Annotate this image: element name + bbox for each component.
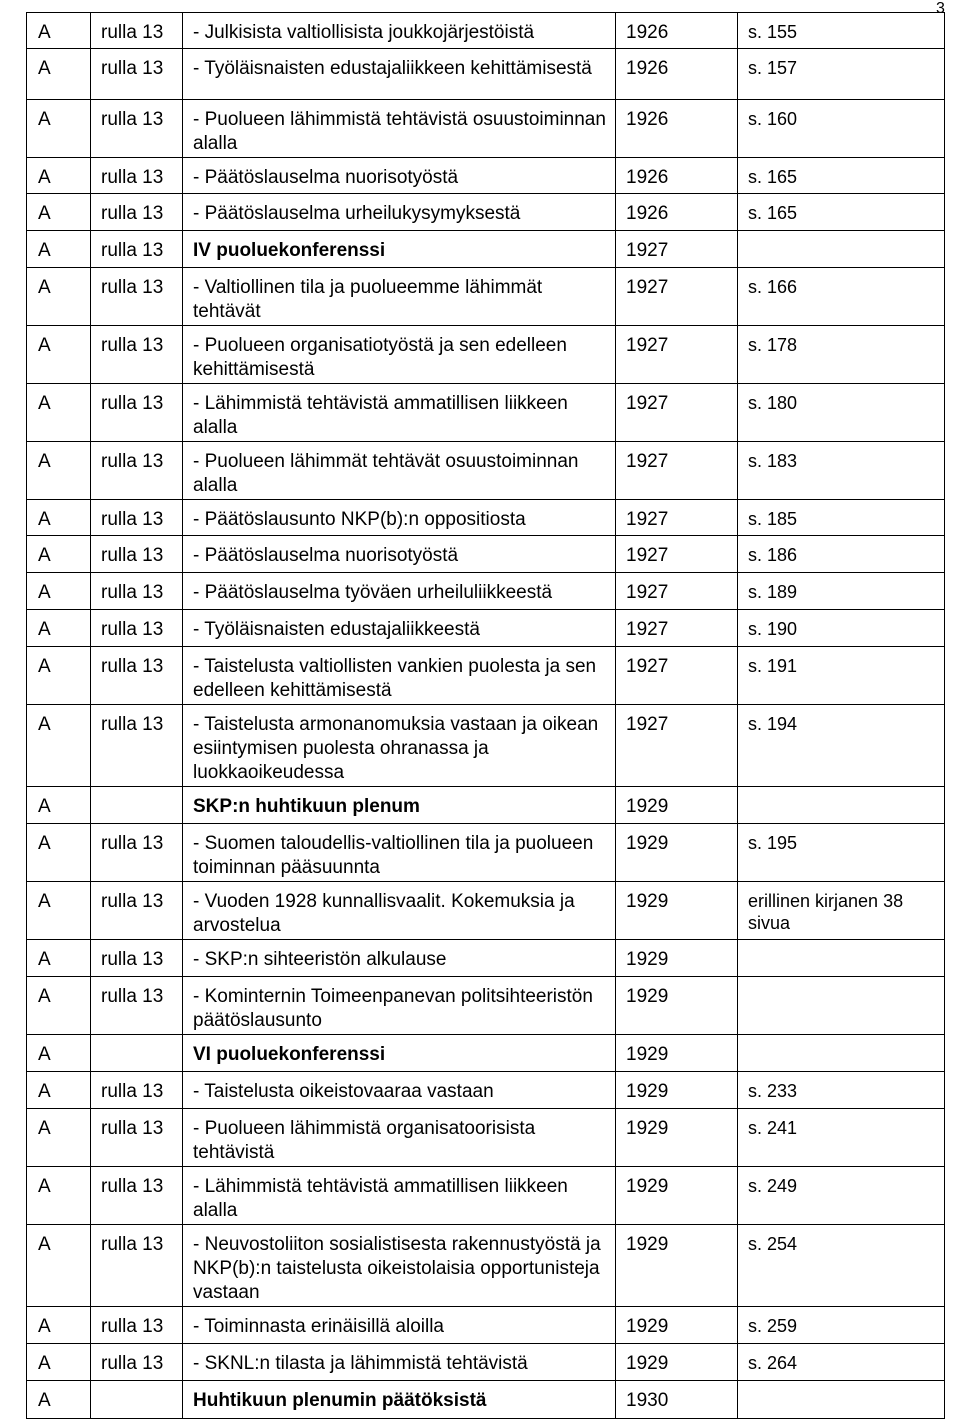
- cell-roll: rulla 13: [91, 824, 183, 882]
- cell-title: - Kominternin Toimeenpanevan politsihteeristön päätöslausunto: [183, 977, 616, 1035]
- cell-year: 1926: [616, 49, 738, 100]
- cell-reference: [738, 940, 945, 977]
- cell-roll: rulla 13: [91, 500, 183, 536]
- cell-category: A: [27, 158, 91, 194]
- cell-roll: rulla 13: [91, 1072, 183, 1109]
- cell-category: A: [27, 882, 91, 940]
- cell-category: A: [27, 647, 91, 705]
- cell-roll: rulla 13: [91, 268, 183, 326]
- cell-year: 1929: [616, 1072, 738, 1109]
- cell-reference: [738, 231, 945, 268]
- table-row: [27, 824, 945, 882]
- cell-title: - Valtiollinen tila ja puolueemme lähimmät tehtävät: [183, 268, 616, 326]
- cell-roll: rulla 13: [91, 977, 183, 1035]
- cell-year: 1927: [616, 536, 738, 573]
- cell-category: A: [27, 13, 91, 49]
- cell-reference: s. 191: [738, 647, 945, 705]
- cell-title: - Päätöslauselma nuorisotyöstä: [183, 158, 616, 194]
- cell-category: A: [27, 610, 91, 647]
- cell-roll: rulla 13: [91, 13, 183, 49]
- cell-category: A: [27, 442, 91, 500]
- cell-category: A: [27, 977, 91, 1035]
- cell-title: - Suomen taloudellis-valtiollinen tila ja puolueen toiminnan pääsuunnta: [183, 824, 616, 882]
- cell-category: A: [27, 940, 91, 977]
- cell-reference: s. 190: [738, 610, 945, 647]
- cell-roll: rulla 13: [91, 384, 183, 442]
- cell-category: A: [27, 536, 91, 573]
- table-row: [27, 536, 945, 573]
- cell-reference: s. 189: [738, 573, 945, 610]
- cell-year: 1927: [616, 384, 738, 442]
- cell-category: A: [27, 268, 91, 326]
- cell-title: - Neuvostoliiton sosialistisesta rakennustyöstä ja NKP(b):n taistelusta oikeistolaisia opportunisteja vastaan: [183, 1225, 616, 1307]
- table-row: [27, 882, 945, 940]
- cell-title: - Päätöslausunto NKP(b):n oppositiosta: [183, 500, 616, 536]
- cell-roll: rulla 13: [91, 1344, 183, 1381]
- cell-year: 1929: [616, 1225, 738, 1307]
- table-row: [27, 1344, 945, 1381]
- cell-year: 1927: [616, 231, 738, 268]
- cell-category: A: [27, 194, 91, 231]
- cell-roll: rulla 13: [91, 705, 183, 787]
- table-row: [27, 1109, 945, 1167]
- table-row: [27, 705, 945, 787]
- cell-category: A: [27, 49, 91, 100]
- cell-year: 1927: [616, 268, 738, 326]
- cell-year: 1929: [616, 1167, 738, 1225]
- cell-title: - SKNL:n tilasta ja lähimmistä tehtävistä: [183, 1344, 616, 1381]
- cell-reference: s. 194: [738, 705, 945, 787]
- cell-year: 1930: [616, 1381, 738, 1419]
- cell-year: 1927: [616, 326, 738, 384]
- cell-category: A: [27, 1381, 91, 1419]
- cell-roll: [91, 1381, 183, 1419]
- cell-roll: rulla 13: [91, 940, 183, 977]
- cell-roll: [91, 1035, 183, 1072]
- cell-roll: rulla 13: [91, 326, 183, 384]
- cell-title: - Toiminnasta erinäisillä aloilla: [183, 1307, 616, 1344]
- cell-title: - Julkisista valtiollisista joukkojärjestöistä: [183, 13, 616, 49]
- table-row: [27, 442, 945, 500]
- cell-title: SKP:n huhtikuun plenum: [183, 787, 616, 824]
- cell-year: 1927: [616, 500, 738, 536]
- cell-title: - Päätöslauselma työväen urheiluliikkeestä: [183, 573, 616, 610]
- cell-reference: s. 233: [738, 1072, 945, 1109]
- cell-year: 1929: [616, 1344, 738, 1381]
- cell-title: - SKP:n sihteeristön alkulause: [183, 940, 616, 977]
- cell-roll: rulla 13: [91, 231, 183, 268]
- cell-year: 1927: [616, 442, 738, 500]
- cell-category: A: [27, 100, 91, 158]
- cell-category: A: [27, 384, 91, 442]
- cell-category: A: [27, 787, 91, 824]
- table-row: [27, 194, 945, 231]
- table-row: [27, 13, 945, 49]
- cell-reference: s. 157: [738, 49, 945, 100]
- cell-roll: rulla 13: [91, 573, 183, 610]
- cell-title: VI puoluekonferenssi: [183, 1035, 616, 1072]
- cell-reference: s. 183: [738, 442, 945, 500]
- cell-year: 1929: [616, 940, 738, 977]
- cell-title: - Puolueen organisatiotyöstä ja sen edelleen kehittämisestä: [183, 326, 616, 384]
- table-row: [27, 500, 945, 536]
- cell-title: - Taistelusta oikeistovaaraa vastaan: [183, 1072, 616, 1109]
- cell-roll: rulla 13: [91, 1307, 183, 1344]
- cell-roll: rulla 13: [91, 610, 183, 647]
- table-row: [27, 977, 945, 1035]
- cell-category: A: [27, 1225, 91, 1307]
- table-row: [27, 1167, 945, 1225]
- cell-year: 1927: [616, 573, 738, 610]
- cell-category: A: [27, 824, 91, 882]
- cell-category: A: [27, 705, 91, 787]
- cell-year: 1927: [616, 610, 738, 647]
- cell-year: 1926: [616, 100, 738, 158]
- cell-reference: s. 254: [738, 1225, 945, 1307]
- cell-category: A: [27, 1307, 91, 1344]
- cell-category: A: [27, 1109, 91, 1167]
- cell-year: 1926: [616, 13, 738, 49]
- cell-reference: s. 160: [738, 100, 945, 158]
- cell-year: 1929: [616, 1109, 738, 1167]
- cell-title: - Taistelusta armonanomuksia vastaan ja oikean esiintymisen puolesta ohranassa ja luokkaoikeudessa: [183, 705, 616, 787]
- cell-roll: rulla 13: [91, 1109, 183, 1167]
- cell-title: - Taistelusta valtiollisten vankien puolesta ja sen edelleen kehittämisestä: [183, 647, 616, 705]
- cell-reference: [738, 1035, 945, 1072]
- table-row: [27, 326, 945, 384]
- cell-reference: s. 165: [738, 194, 945, 231]
- cell-category: A: [27, 500, 91, 536]
- cell-reference: s. 249: [738, 1167, 945, 1225]
- page-number: 3: [936, 0, 945, 17]
- cell-reference: s. 165: [738, 158, 945, 194]
- table-row: [27, 647, 945, 705]
- table-row: [27, 1381, 945, 1419]
- cell-title: - Päätöslauselma urheilukysymyksestä: [183, 194, 616, 231]
- cell-title: IV puoluekonferenssi: [183, 231, 616, 268]
- cell-roll: rulla 13: [91, 49, 183, 100]
- cell-year: 1927: [616, 647, 738, 705]
- cell-title: - Puolueen lähimmistä organisatoorisista tehtävistä: [183, 1109, 616, 1167]
- archive-index-table: [26, 12, 945, 1419]
- table-row: [27, 940, 945, 977]
- table-row: [27, 1072, 945, 1109]
- cell-reference: s. 166: [738, 268, 945, 326]
- cell-reference: s. 180: [738, 384, 945, 442]
- table-row: [27, 158, 945, 194]
- cell-roll: rulla 13: [91, 536, 183, 573]
- table-row: [27, 100, 945, 158]
- table-row: [27, 268, 945, 326]
- cell-reference: s. 155: [738, 13, 945, 49]
- table-row: [27, 49, 945, 100]
- cell-roll: rulla 13: [91, 882, 183, 940]
- cell-reference: s. 185: [738, 500, 945, 536]
- cell-reference: [738, 1381, 945, 1419]
- table-row: [27, 1035, 945, 1072]
- cell-reference: s. 195: [738, 824, 945, 882]
- cell-title: - Puolueen lähimmistä tehtävistä osuustoiminnan alalla: [183, 100, 616, 158]
- table-row: [27, 787, 945, 824]
- cell-year: 1927: [616, 705, 738, 787]
- cell-category: A: [27, 1072, 91, 1109]
- cell-year: 1929: [616, 787, 738, 824]
- cell-category: A: [27, 573, 91, 610]
- cell-reference: s. 264: [738, 1344, 945, 1381]
- cell-year: 1929: [616, 824, 738, 882]
- cell-reference: [738, 787, 945, 824]
- cell-reference: erillinen kirjanen 38 sivua: [738, 882, 945, 940]
- table-row: [27, 231, 945, 268]
- table-row: [27, 1307, 945, 1344]
- cell-title: - Työläisnaisten edustajaliikkeestä: [183, 610, 616, 647]
- table-row: [27, 384, 945, 442]
- cell-roll: rulla 13: [91, 158, 183, 194]
- cell-title: - Päätöslauselma nuorisotyöstä: [183, 536, 616, 573]
- table-row: [27, 610, 945, 647]
- cell-reference: s. 241: [738, 1109, 945, 1167]
- cell-title: - Vuoden 1928 kunnallisvaalit. Kokemuksia ja arvostelua: [183, 882, 616, 940]
- cell-reference: s. 259: [738, 1307, 945, 1344]
- cell-title: - Lähimmistä tehtävistä ammatillisen liikkeen alalla: [183, 384, 616, 442]
- cell-roll: [91, 787, 183, 824]
- cell-year: 1929: [616, 882, 738, 940]
- cell-reference: s. 178: [738, 326, 945, 384]
- cell-title: - Työläisnaisten edustajaliikkeen kehittämisestä: [183, 49, 616, 100]
- cell-roll: rulla 13: [91, 1225, 183, 1307]
- table-row: [27, 1225, 945, 1307]
- cell-roll: rulla 13: [91, 442, 183, 500]
- cell-year: 1926: [616, 158, 738, 194]
- cell-title: Huhtikuun plenumin päätöksistä: [183, 1381, 616, 1419]
- cell-category: A: [27, 326, 91, 384]
- cell-roll: rulla 13: [91, 100, 183, 158]
- cell-roll: rulla 13: [91, 647, 183, 705]
- cell-category: A: [27, 1167, 91, 1225]
- cell-title: - Puolueen lähimmät tehtävät osuustoiminnan alalla: [183, 442, 616, 500]
- cell-reference: s. 186: [738, 536, 945, 573]
- cell-roll: rulla 13: [91, 1167, 183, 1225]
- cell-year: 1929: [616, 977, 738, 1035]
- cell-category: A: [27, 1344, 91, 1381]
- cell-title: - Lähimmistä tehtävistä ammatillisen liikkeen alalla: [183, 1167, 616, 1225]
- cell-year: 1929: [616, 1307, 738, 1344]
- cell-category: A: [27, 231, 91, 268]
- cell-year: 1926: [616, 194, 738, 231]
- cell-reference: [738, 977, 945, 1035]
- table-row: [27, 573, 945, 610]
- cell-category: A: [27, 1035, 91, 1072]
- cell-year: 1929: [616, 1035, 738, 1072]
- cell-roll: rulla 13: [91, 194, 183, 231]
